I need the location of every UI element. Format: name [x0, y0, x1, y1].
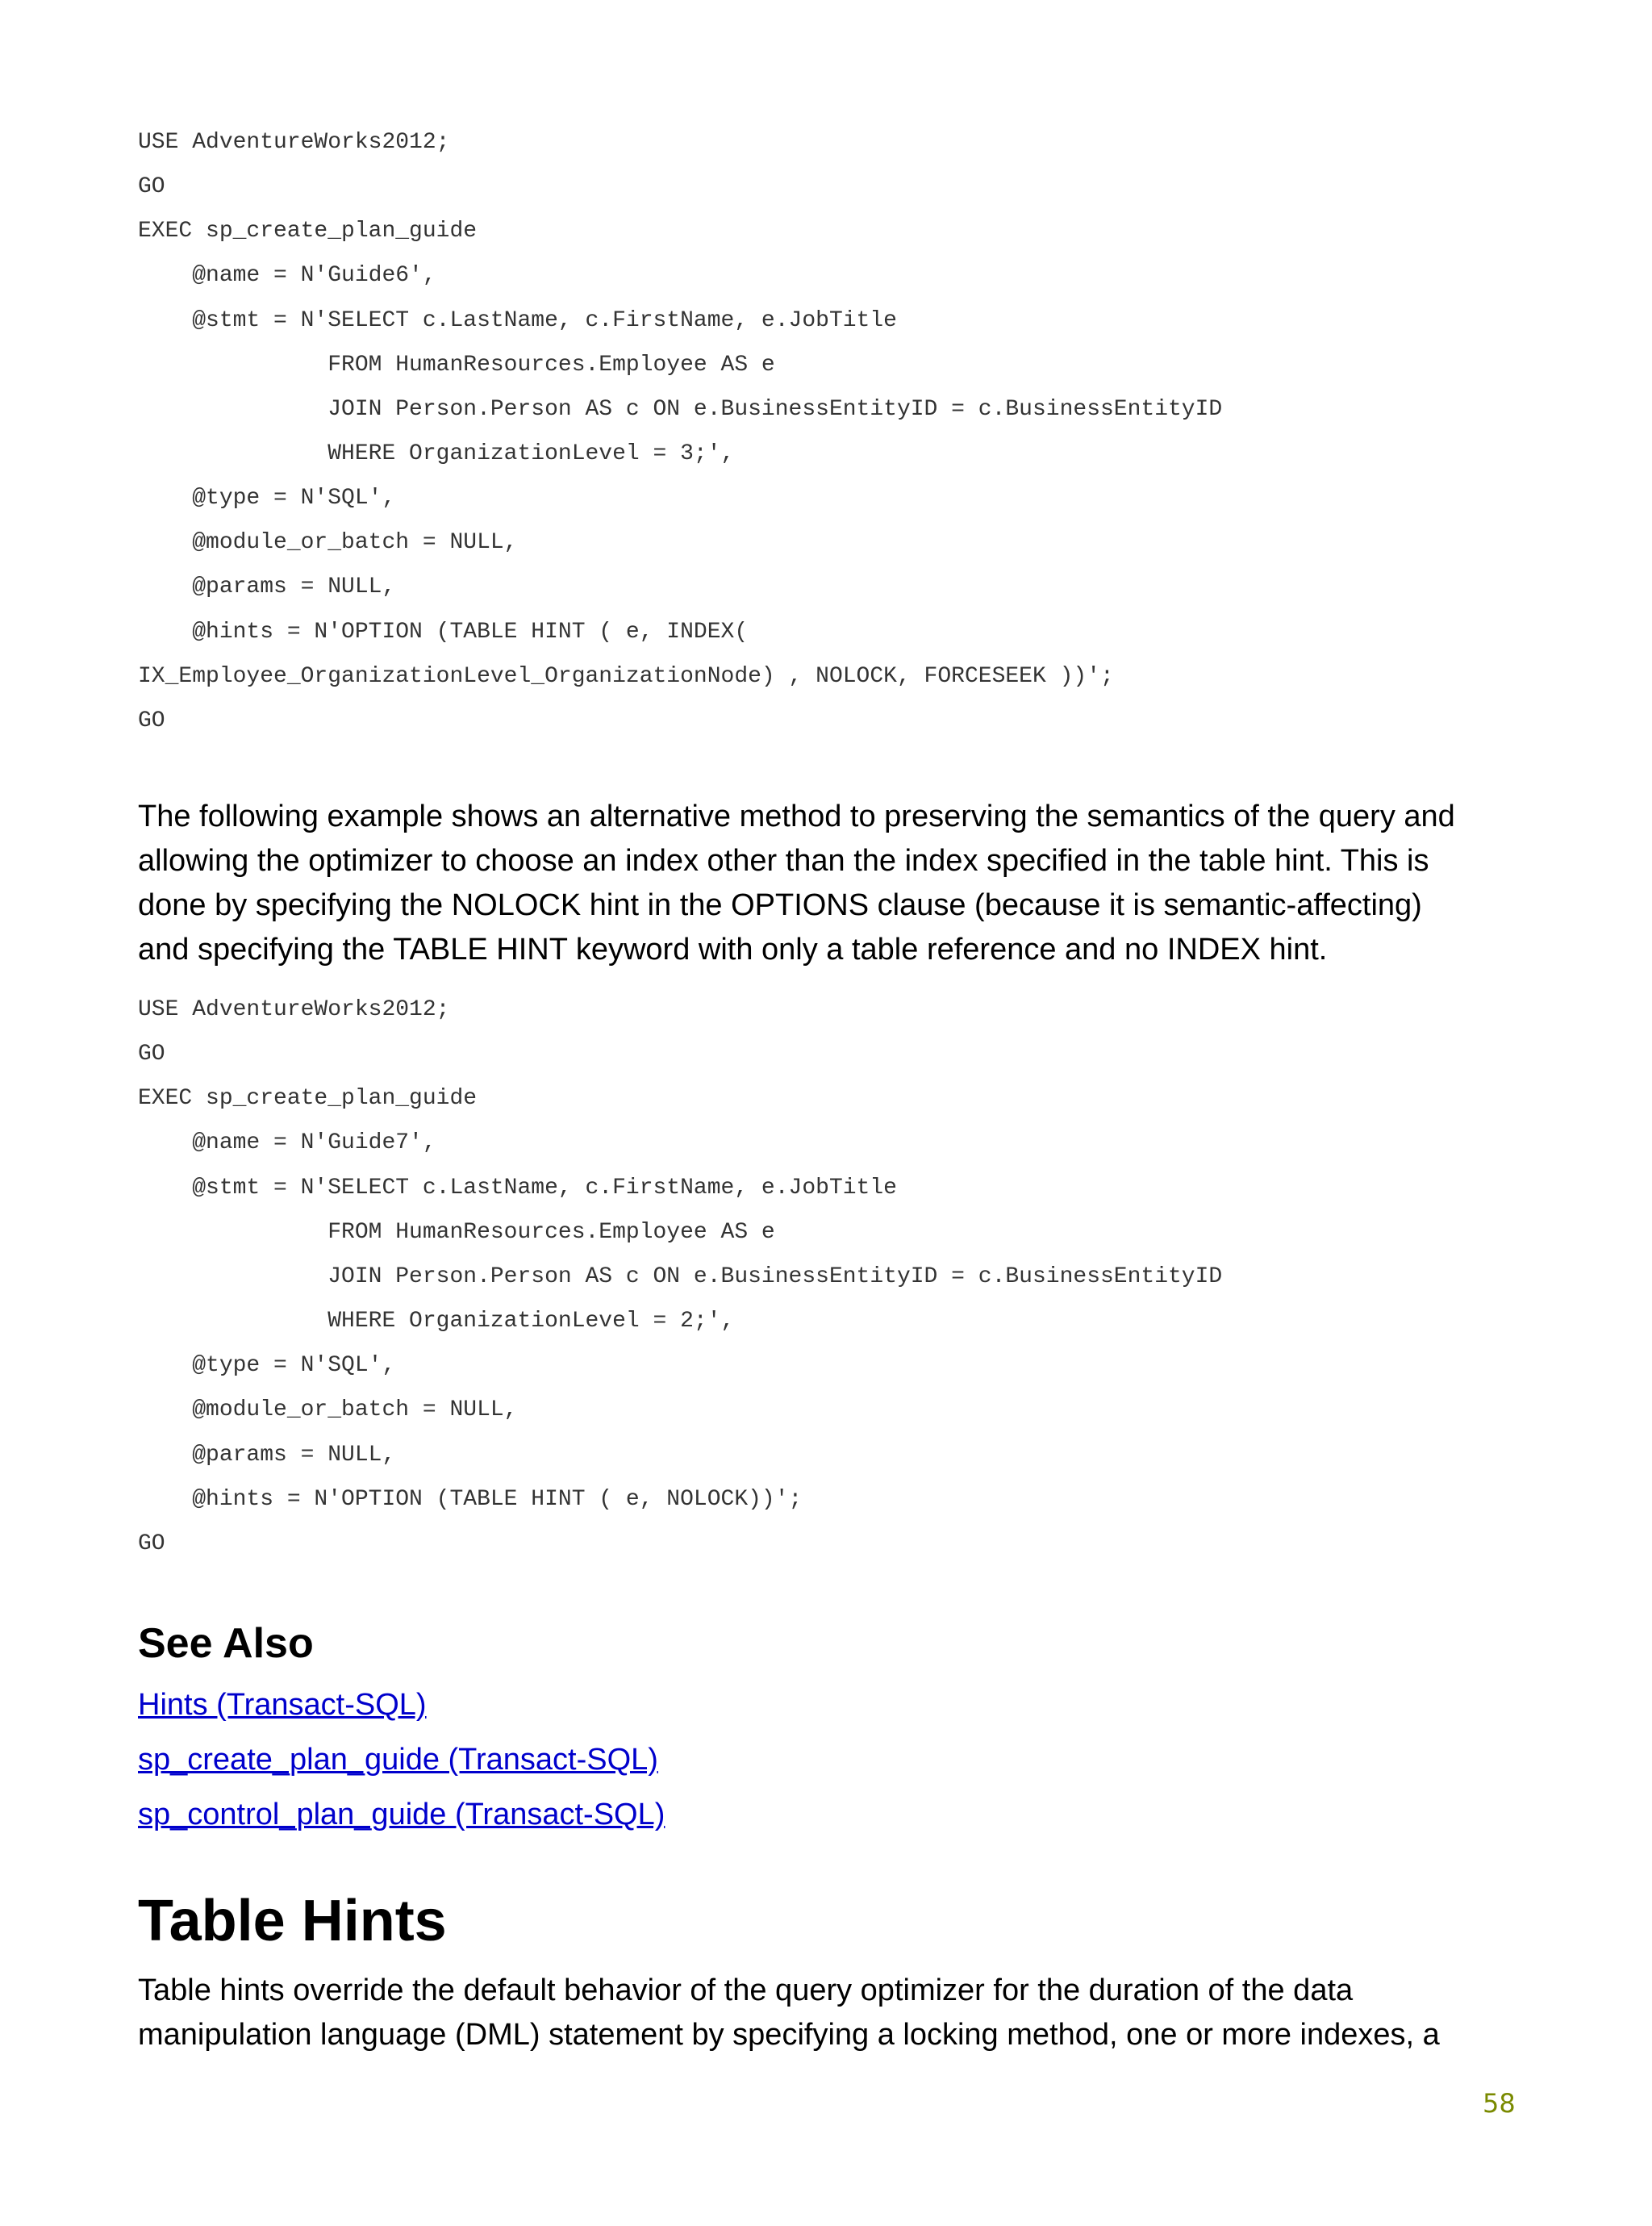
paragraph-line: Table hints override the default behavior of the query optimizer for the duration of the data	[138, 1973, 1354, 2007]
link-sp-create-plan-guide[interactable]: sp_create_plan_guide (Transact-SQL)	[138, 1743, 658, 1777]
code-line: @stmt = N'SELECT c.LastName, c.FirstName, e.JobTitle	[138, 1176, 897, 1201]
code-line: JOIN Person.Person AS c ON e.BusinessEntityID = c.BusinessEntityID	[138, 397, 1223, 422]
code-line: EXEC sp_create_plan_guide	[138, 1086, 478, 1111]
code-line: @type = N'SQL',	[138, 1353, 396, 1378]
link-hints[interactable]: Hints (Transact-SQL)	[138, 1688, 427, 1722]
paragraph-line: done by specifying the NOLOCK hint in the OPTIONS clause (because it is semantic-affecting)	[138, 888, 1422, 922]
code-line: FROM HumanResources.Employee AS e	[138, 1220, 775, 1245]
code-line: WHERE OrganizationLevel = 3;',	[138, 441, 735, 466]
code-line: IX_Employee_OrganizationLevel_OrganizationNode) , NOLOCK, FORCESEEK ))';	[138, 664, 1114, 689]
code-line: @hints = N'OPTION (TABLE HINT ( e, INDEX(	[138, 620, 749, 645]
code-line: GO	[138, 1531, 165, 1556]
code-line: @name = N'Guide7',	[138, 1130, 436, 1155]
code-line: @params = NULL,	[138, 574, 396, 599]
code-line: USE AdventureWorks2012;	[138, 130, 450, 155]
code-line: @module_or_batch = NULL,	[138, 1397, 518, 1422]
code-line: @hints = N'OPTION (TABLE HINT ( e, NOLOCK))';	[138, 1487, 803, 1512]
code-line: GO	[138, 708, 165, 733]
code-line: EXEC sp_create_plan_guide	[138, 219, 478, 244]
code-line: FROM HumanResources.Employee AS e	[138, 353, 775, 378]
code-line: WHERE OrganizationLevel = 2;',	[138, 1309, 735, 1334]
code-line: @name = N'Guide6',	[138, 263, 436, 288]
section-title: Table Hints	[138, 1889, 447, 1953]
code-line: USE AdventureWorks2012;	[138, 997, 450, 1022]
paragraph-line: and specifying the TABLE HINT keyword with only a table reference and no INDEX hint.	[138, 933, 1328, 967]
code-line: @params = NULL,	[138, 1443, 396, 1468]
code-line: GO	[138, 174, 165, 199]
code-line: JOIN Person.Person AS c ON e.BusinessEntityID = c.BusinessEntityID	[138, 1264, 1223, 1289]
paragraph-line: The following example shows an alternative method to preserving the semantics of the query and	[138, 800, 1455, 833]
code-line: @type = N'SQL',	[138, 486, 396, 511]
code-line: @stmt = N'SELECT c.LastName, c.FirstName, e.JobTitle	[138, 308, 897, 333]
code-line: @module_or_batch = NULL,	[138, 530, 518, 555]
code-line: GO	[138, 1042, 165, 1067]
see-also-heading: See Also	[138, 1620, 314, 1667]
link-sp-control-plan-guide[interactable]: sp_control_plan_guide (Transact-SQL)	[138, 1798, 665, 1831]
paragraph-line: allowing the optimizer to choose an index other than the index specified in the table hint. This is	[138, 844, 1429, 878]
paragraph-line: manipulation language (DML) statement by specifying a locking method, one or more indexes, a	[138, 2018, 1440, 2052]
page-number: 58	[1483, 2088, 1516, 2119]
